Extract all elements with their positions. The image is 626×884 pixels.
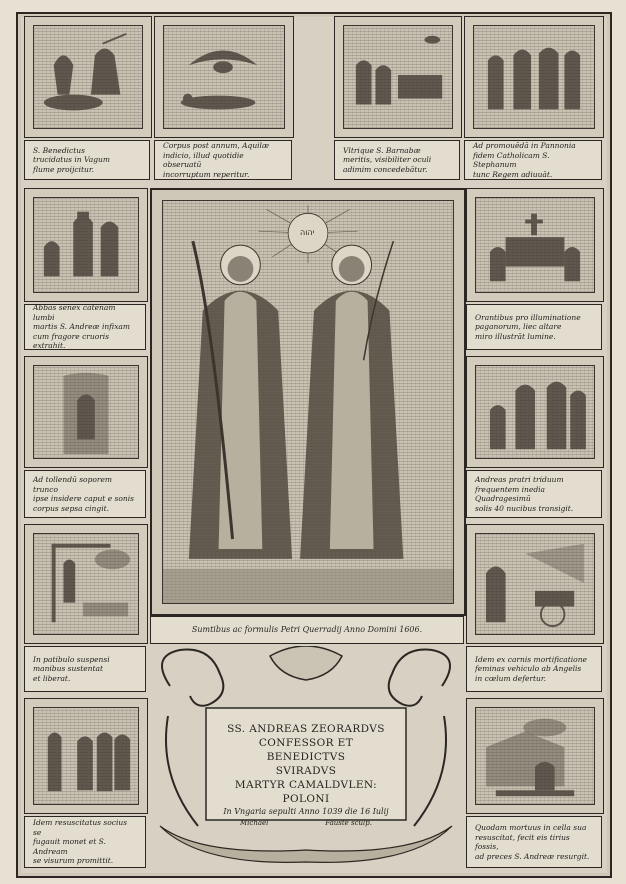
title-line-2: CONFESSOR ET BENEDICTVS [258,737,354,763]
engraver-name: Michael [240,819,269,827]
caption-right-3: Idem ex carnis mortificatione feminas vehiculo ab Angelis in cœlum defertur. [466,646,602,692]
caption-left-2: Ad tollendū soporem trunco ipse insidere caput e sonis corpus sepsa cingit. [24,470,146,518]
scene-left-2 [24,356,148,468]
title-line-3: SVIRADVS [275,765,337,777]
caption-top-4: Ad promouēdā in Pannonia fidem Catholicam S. Stephanum tunc Regem adiuuāt. [464,140,602,180]
caption-top-3: Vltrique S. Barnabæ meritis, visibiliter oculi adimim concedebātur. [334,140,460,180]
title-cartouche [150,646,462,868]
title-line-4: MARTYR CAMALDVLEN: POLONI [234,779,378,805]
scene-right-2 [466,356,604,468]
divine-name: יהוה [300,228,315,237]
caption-right-1: Orantibus pro illuminatione paganorum, liec altare miro illustrāt lumine. [466,304,602,350]
scene-left-1 [24,188,148,302]
scene-top-4 [464,16,604,138]
scene-left-3 [24,524,148,644]
caption-left-1: Abbas senex catenam lumbi martis S. Andreæ infixam cum fragore cruoris extrahit. [24,304,146,350]
central-image [150,188,466,616]
scene-left-4 [24,698,148,814]
caption-left-3: In patibulo suspensi manibus sustentat et liberat. [24,646,146,692]
caption-top-1: S. Benedictus trucidatus in Vagum flume proijcitur. [24,140,150,180]
scene-top-3 [334,16,462,138]
scene-top-1 [24,16,152,138]
two-saints-illustration [163,201,453,603]
caption-top-2: Corpus post annum, Aquilæ indicio, illud quotidie obseruatū incorruptum reperitur. [154,140,292,180]
scene-right-4 [466,698,604,814]
scene-right-1 [466,188,604,302]
title-line-5: In Vngaria sepulti Anno 1039 die 16 Iulij [223,807,389,816]
title-line-1: SS. ANDREAS ZEORARDVS [227,723,385,735]
scene-top-2 [154,16,294,138]
caption-left-4: Idem resuscitatus socius se fugauit monet et S. Andream se visurum promittit. [24,816,146,868]
publisher-imprint: Sumtibus ac formulis Petri Querradij Anno Domini 1606. [150,616,464,644]
scene-right-3 [466,524,604,644]
title-inscription [220,722,392,827]
caption-right-4: Quodam mortuus in cella sua resuscitat, fecit eis tirius fossis, ad preces S. Andreæ resurgit. [466,816,602,868]
engraver-sculp: Fauste sculp. [325,819,372,827]
caption-right-2: Andreas pratri triduum frequentem inedia Quadragesimū solis 40 nucibus transigit. [466,470,602,518]
